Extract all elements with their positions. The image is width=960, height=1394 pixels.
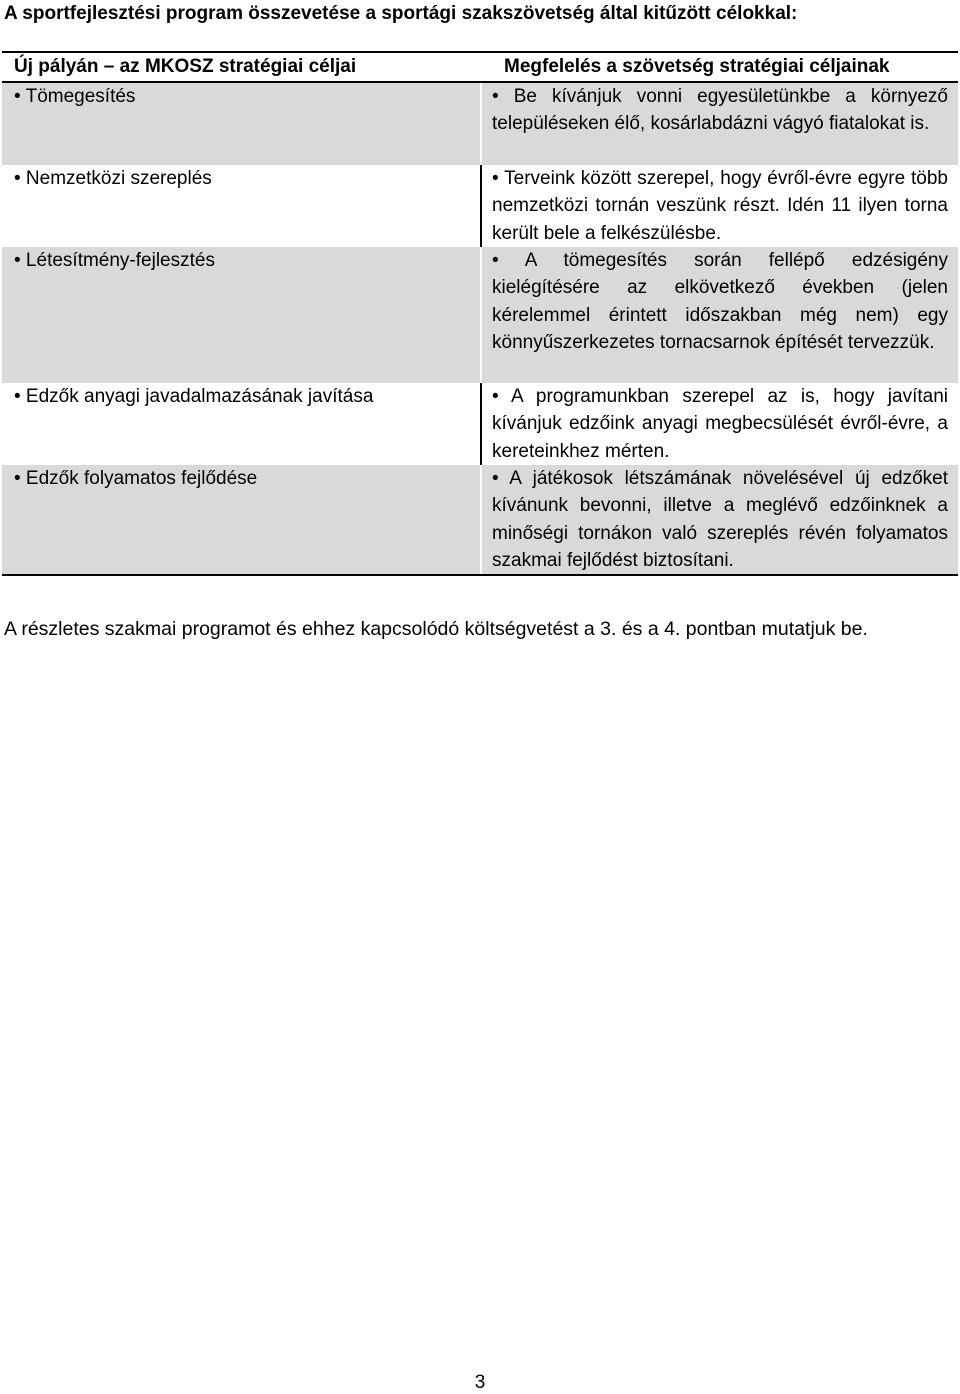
comparison-table	[2, 51, 958, 576]
row-match: • Terveink között szerepel, hogy évről-évre egyre több nemzetközi tornán veszünk részt. Idén 11 ilyen torna került bele a felkészülésbe.	[480, 165, 958, 247]
header-strategic-goals: Új pályán – az MKOSZ stratégiai céljai	[14, 56, 357, 77]
section-heading: A sportfejlesztési program összevetése a sportági szakszövetség által kitűzött célokkal:	[4, 3, 798, 24]
row-match: • A programunkban szerepel az is, hogy javítani kívánjuk edzőink anyagi megbecsülését évről-évre, a kereteinkhez mérten.	[480, 383, 958, 465]
table-row	[2, 247, 958, 383]
row-goal: • Edzők folyamatos fejlődése	[14, 468, 258, 489]
table-row	[2, 83, 958, 165]
row-goal: • Edzők anyagi javadalmazásának javítása	[14, 386, 374, 407]
row-goal: • Létesítmény-fejlesztés	[14, 250, 215, 271]
row-goal: • Tömegesítés	[14, 86, 136, 107]
table-row	[2, 165, 958, 247]
row-match: • A játékosok létszámának növelésével új edzőket kívánunk bevonni, illetve a meglévő edzőinknek a minőségi tornákon való szereplés révén folyamatos szakmai fejlődést biztosítani.	[480, 465, 958, 574]
row-match: • A tömegesítés során fellépő edzésigény kielégítésére az elkövetkező években (jelen kérelemmel érintett időszakban még nem) egy könnyűszerkezetes tornacsarnok építését tervezzük.	[480, 247, 958, 383]
row-match: • Be kívánjuk vonni egyesületünkbe a környező településeken élő, kosárlabdázni vágyó fiatalokat is.	[480, 83, 958, 165]
row-goal: • Nemzetközi szereplés	[14, 168, 212, 189]
table-header-row	[2, 53, 958, 83]
table-row	[2, 383, 958, 465]
table-row	[2, 465, 958, 574]
page-number: 3	[474, 1372, 486, 1393]
summary-paragraph: A részletes szakmai programot és ehhez kapcsolódó költségvetést a 3. és a 4. pontban mutatjuk be.	[4, 618, 868, 640]
header-compliance: Megfelelés a szövetség stratégiai céljainak	[480, 53, 958, 81]
